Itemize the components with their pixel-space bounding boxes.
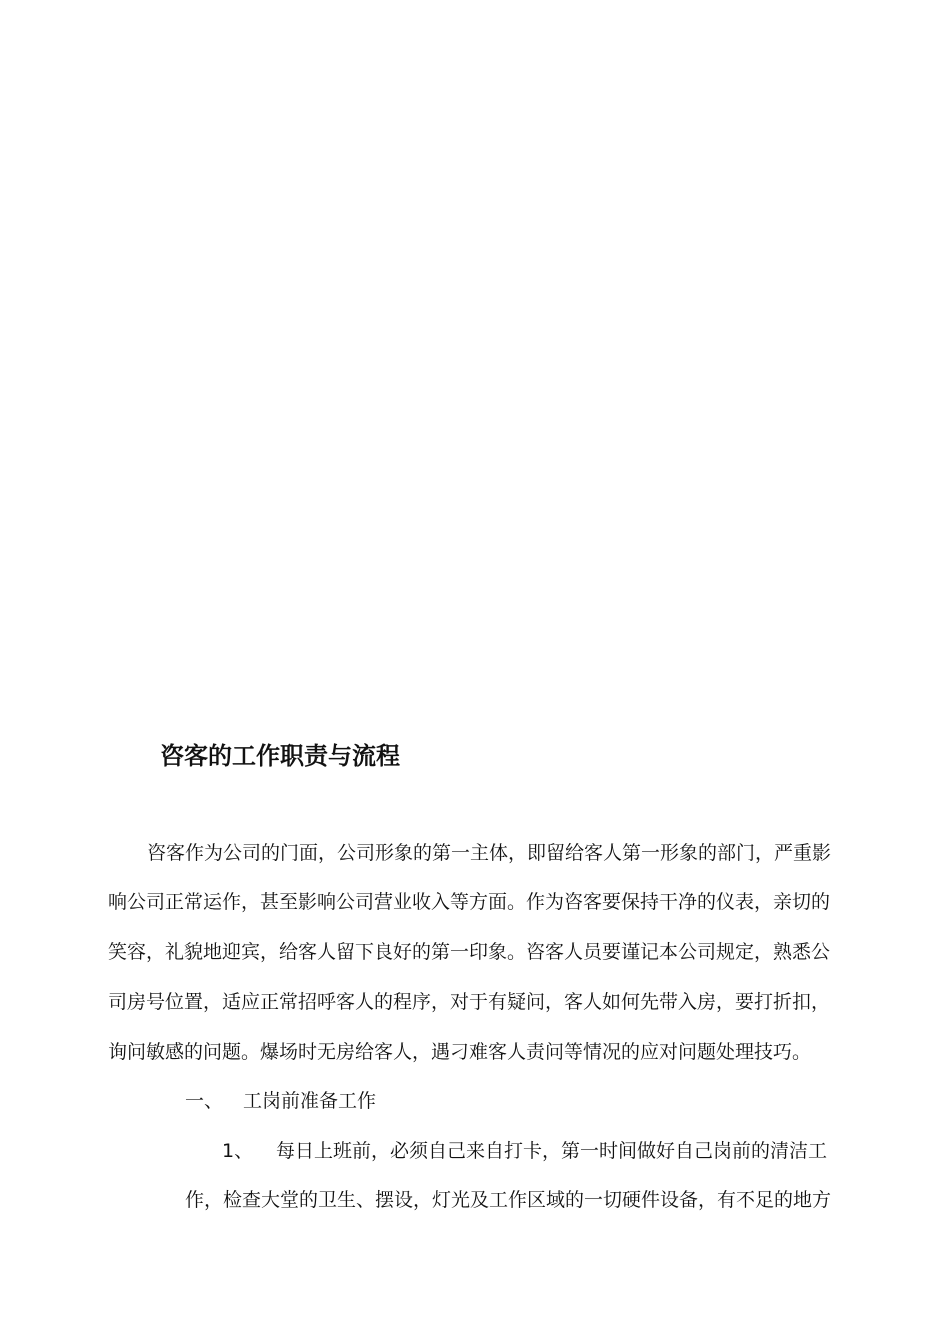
intro-line-3: 笑容，礼貌地迎宾，给客人留下良好的第一印象。咨客人员要谨记本公司规定，熟悉公 bbox=[108, 941, 831, 963]
section-number: 一、 bbox=[185, 1090, 224, 1112]
intro-line-5: 询问敏感的问题。爆场时无房给客人，遇刁难客人责问等情况的应对问题处理技巧。 bbox=[108, 1041, 812, 1063]
section-heading: 工岗前准备工作 bbox=[243, 1090, 377, 1112]
item-line-2: 作，检查大堂的卫生、摆设，灯光及工作区域的一切硬件设备，有不足的地方 bbox=[185, 1189, 832, 1211]
intro-line-1: 咨客作为公司的门面，公司形象的第一主体，即留给客人第一形象的部门，严重影 bbox=[147, 842, 832, 864]
document-title: 咨客的工作职责与流程 bbox=[160, 742, 400, 770]
item-number: 1、 bbox=[222, 1140, 254, 1162]
intro-line-2: 响公司正常运作，甚至影响公司营业收入等方面。作为咨客要保持干净的仪表，亲切的 bbox=[108, 891, 831, 913]
intro-line-4: 司房号位置，适应正常招呼客人的程序，对于有疑问，客人如何先带入房，要打折扣， bbox=[108, 991, 831, 1013]
item-line-1: 每日上班前，必须自己来自打卡，第一时间做好自己岗前的清洁工 bbox=[276, 1140, 828, 1162]
